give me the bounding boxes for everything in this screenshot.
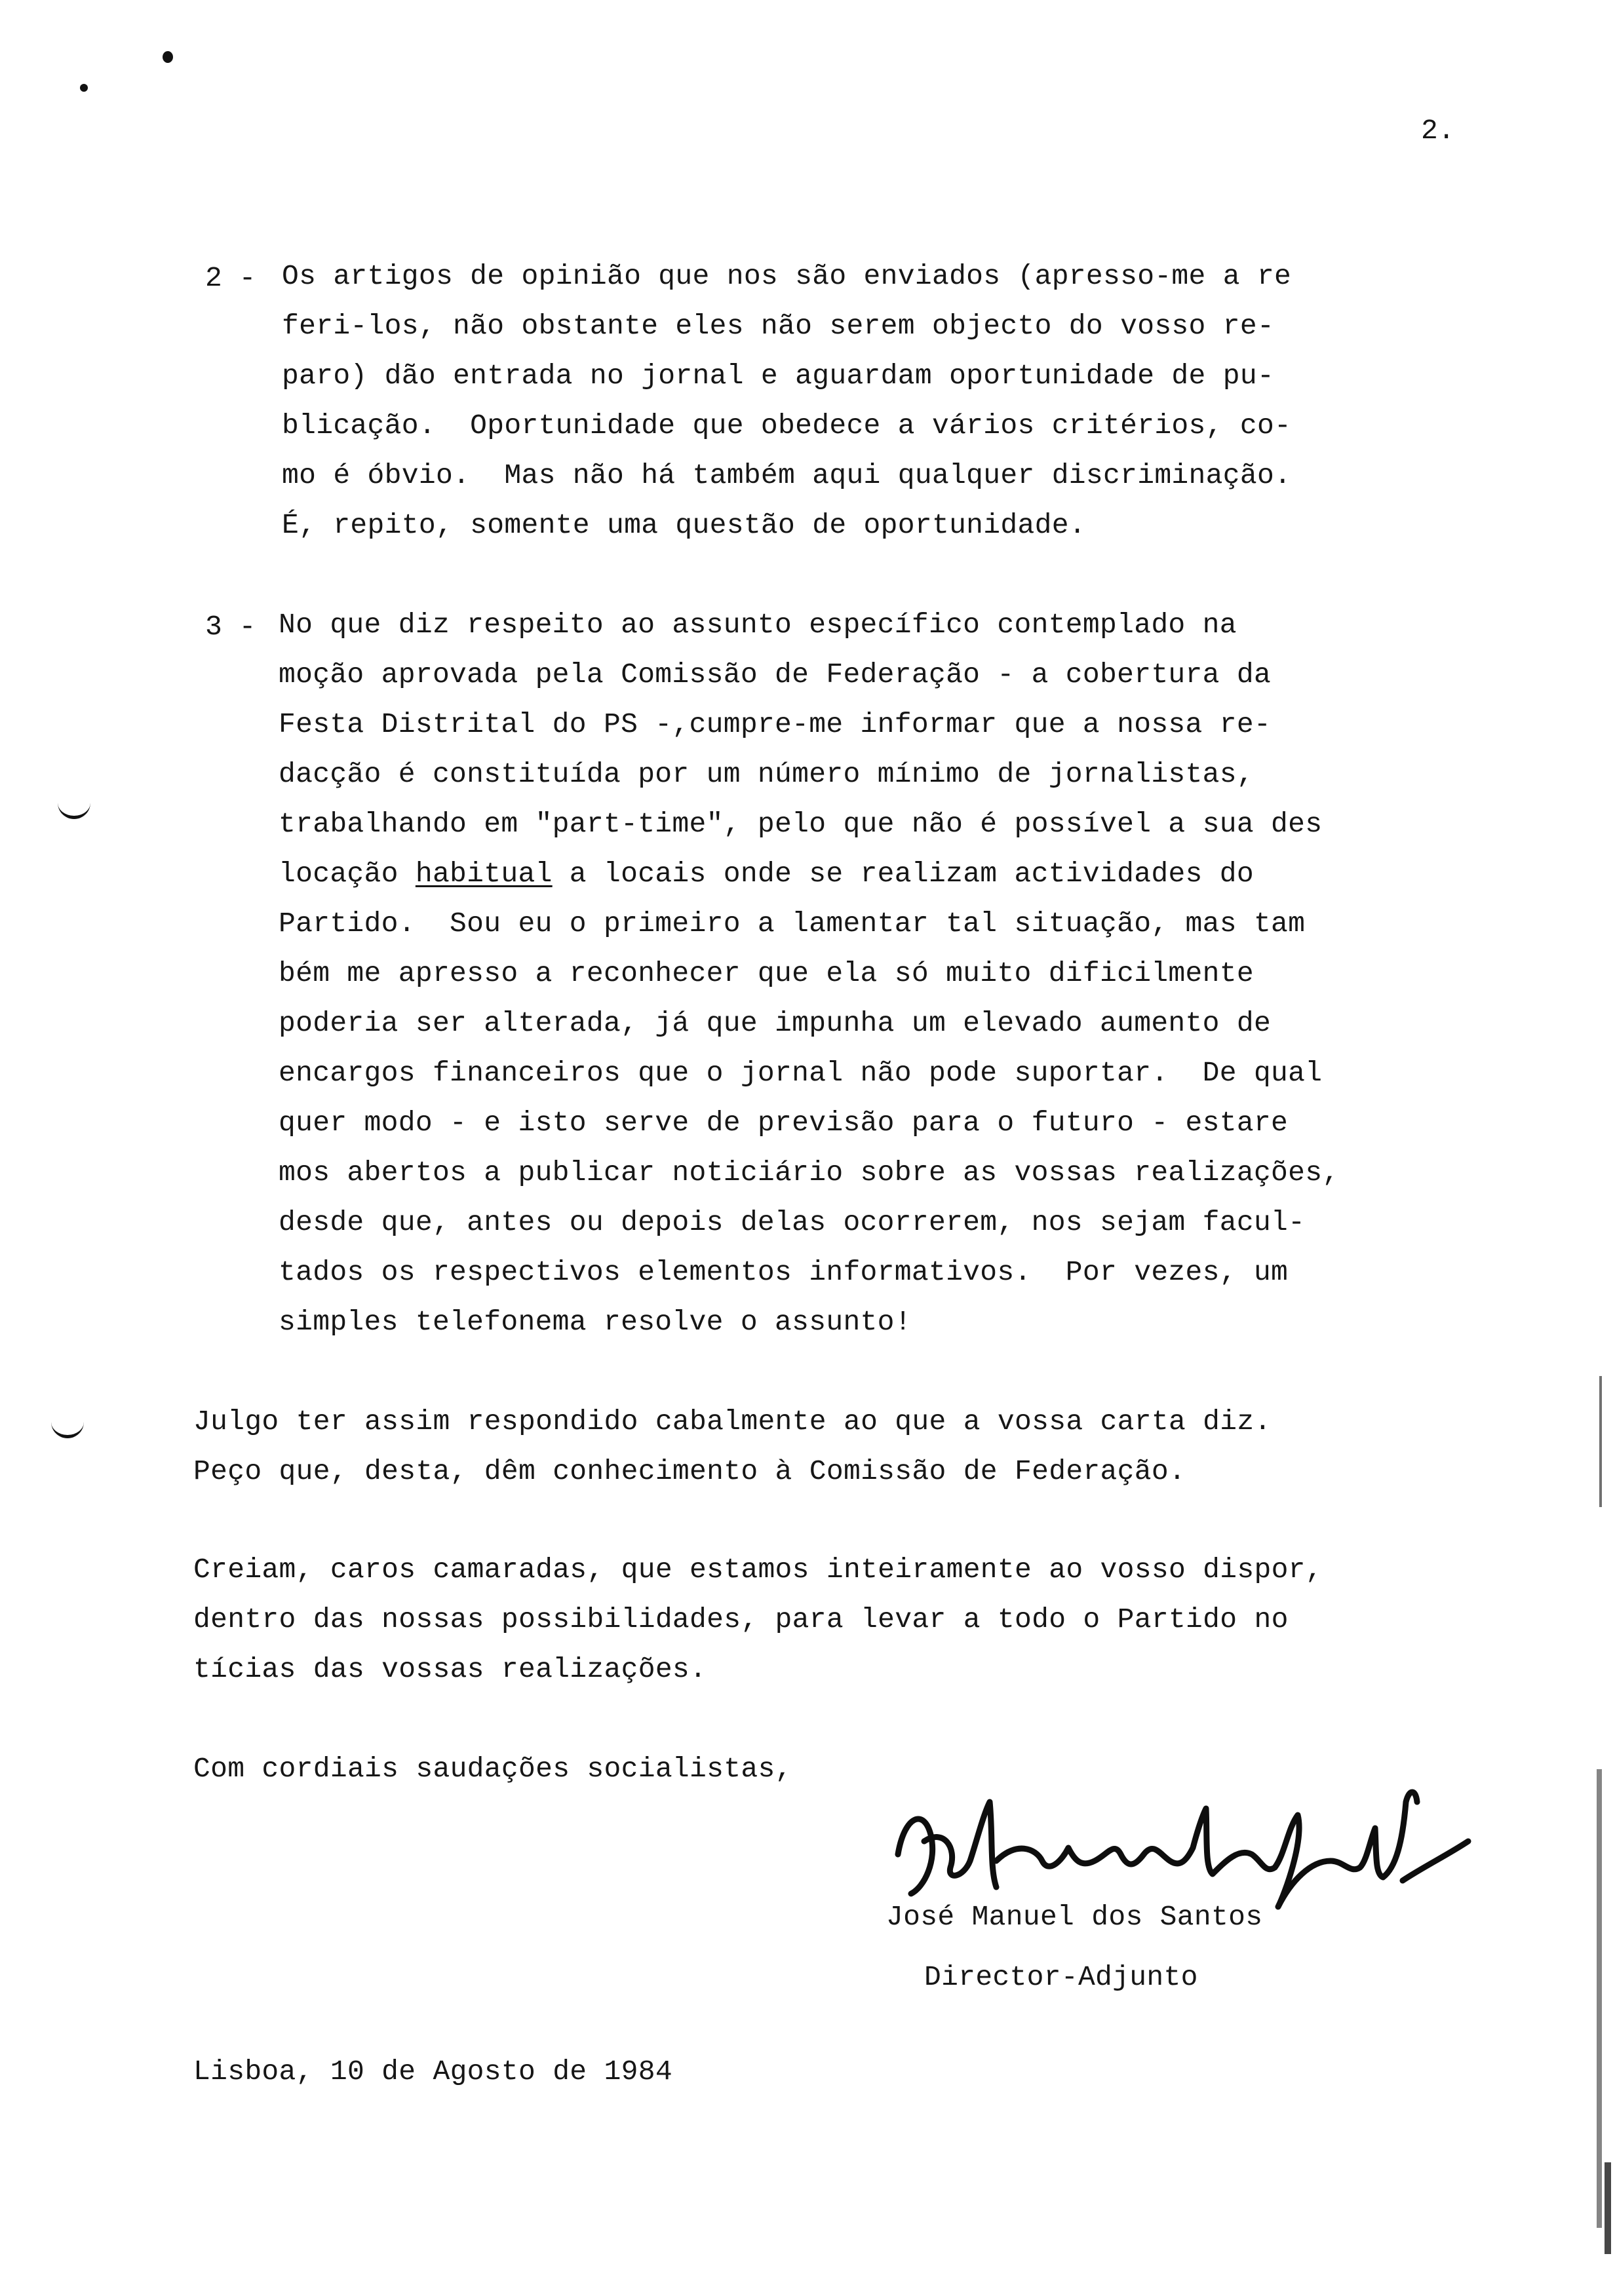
- scan-edge-artifact: [1605, 2162, 1611, 2254]
- hole-punch-mark: [51, 1415, 84, 1438]
- closing-paragraph-line: Peço que, desta, dêm conhecimento à Comissão de Federação.: [193, 1455, 1186, 1487]
- item-2-line: paro) dão entrada no jornal e aguardam oportunidade de pu-: [282, 360, 1275, 392]
- item-3-line: locação habitual a locais onde se realizam actividades do: [279, 858, 1254, 890]
- item-3-line: poderia ser alterada, já que impunha um elevado aumento de: [279, 1007, 1272, 1039]
- item-2-marker: 2 -: [205, 262, 256, 294]
- handwritten-signature: [885, 1763, 1475, 1920]
- closing-salutation: Com cordiais saudações socialistas,: [193, 1753, 792, 1785]
- item-3-line: simples telefonema resolve o assunto!: [279, 1306, 912, 1338]
- scan-edge-artifact: [1597, 1769, 1602, 2228]
- hole-punch-mark: [58, 796, 90, 819]
- closing-paragraph-line: tícias das vossas realizações.: [193, 1653, 707, 1685]
- item-2-line: É, repito, somente uma questão de oportunidade.: [282, 509, 1086, 541]
- item-3-line: quer modo - e isto serve de previsão para o futuro - estare: [279, 1107, 1289, 1139]
- item-3-marker: 3 -: [205, 611, 256, 643]
- page-number: 2.: [1421, 115, 1455, 147]
- item-3-line: desde que, antes ou depois delas ocorrerem, nos sejam facul-: [279, 1206, 1306, 1238]
- signatory-title: Director-Adjunto: [924, 1961, 1198, 1993]
- item-3-line: bém me apresso a reconhecer que ela só muito dificilmente: [279, 957, 1254, 989]
- scan-edge-artifact: [1599, 1376, 1602, 1507]
- item-3-line: Festa Distrital do PS -,cumpre-me informar que a nossa re-: [279, 708, 1272, 740]
- underlined-word: habitual: [415, 858, 553, 890]
- item-3-line: moção aprovada pela Comissão de Federação - a cobertura da: [279, 659, 1272, 691]
- item-3-line: mos abertos a publicar noticiário sobre as vossas realizações,: [279, 1157, 1340, 1189]
- item-2-line: mo é óbvio. Mas não há também aqui qualquer discriminação.: [282, 459, 1292, 491]
- corner-mark: [163, 51, 173, 63]
- closing-paragraph-line: Creiam, caros camaradas, que estamos inteiramente ao vosso dispor,: [193, 1554, 1323, 1586]
- item-2-line: feri-los, não obstante eles não serem objecto do vosso re-: [282, 310, 1275, 342]
- item-3-line: No que diz respeito ao assunto específico contemplado na: [279, 609, 1237, 641]
- place-and-date: Lisboa, 10 de Agosto de 1984: [193, 2056, 672, 2088]
- signatory-name: José Manuel dos Santos: [886, 1901, 1263, 1933]
- closing-paragraph-line: dentro das nossas possibilidades, para levar a todo o Partido no: [193, 1603, 1289, 1636]
- closing-paragraph-line: Julgo ter assim respondido cabalmente ao que a vossa carta diz.: [193, 1406, 1272, 1438]
- corner-dot: [80, 84, 88, 92]
- item-3-line: dacção é constituída por um número mínimo de jornalistas,: [279, 758, 1254, 790]
- item-3-line: encargos financeiros que o jornal não pode suportar. De qual: [279, 1057, 1323, 1089]
- item-2-line: blicação. Oportunidade que obedece a vários critérios, co-: [282, 410, 1292, 442]
- item-3-line: tados os respectivos elementos informativos. Por vezes, um: [279, 1256, 1289, 1288]
- item-3-line: Partido. Sou eu o primeiro a lamentar tal situação, mas tam: [279, 908, 1306, 940]
- item-2-line: Os artigos de opinião que nos são enviados (apresso-me a re: [282, 260, 1292, 292]
- item-3-line: trabalhando em "part-time", pelo que não é possível a sua des: [279, 808, 1323, 840]
